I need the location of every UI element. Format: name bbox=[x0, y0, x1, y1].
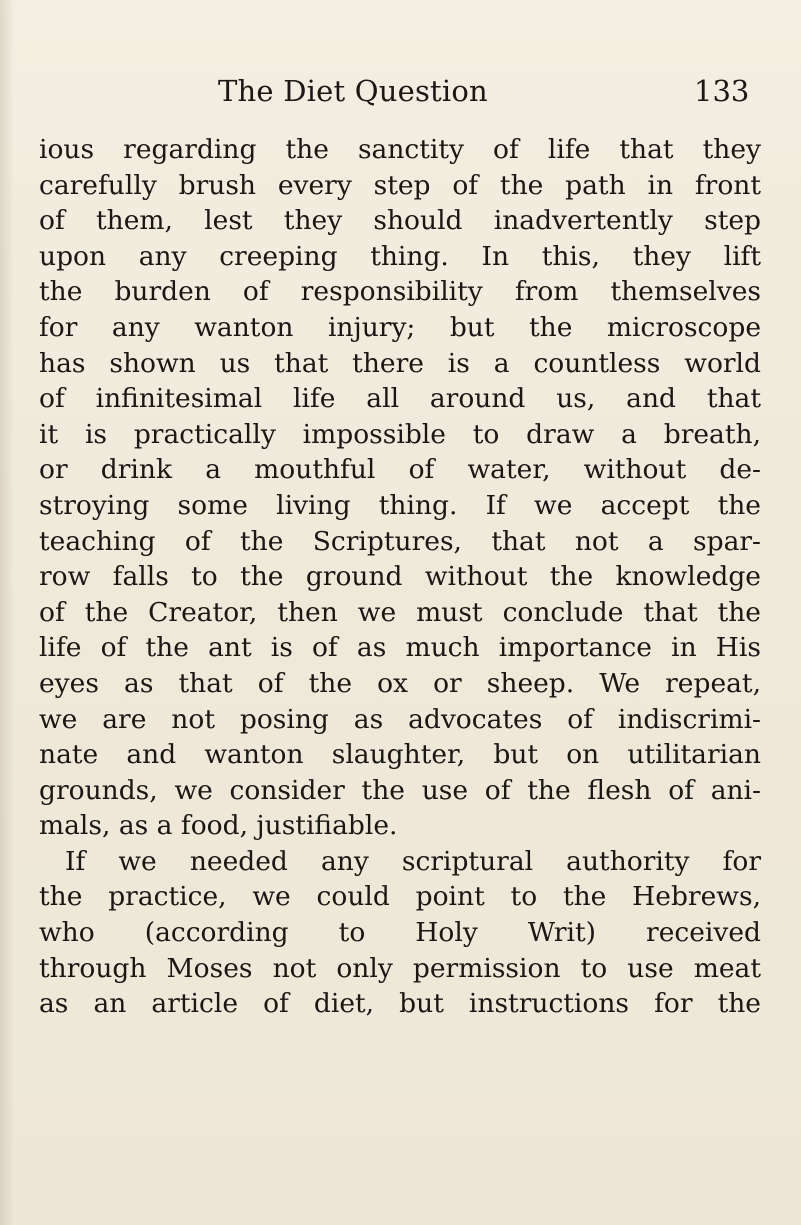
text-line: as an article of diet, but instructions for the bbox=[39, 988, 761, 1020]
text-line: or drink a mouthful of water, without de- bbox=[39, 454, 761, 486]
running-head bbox=[0, 74, 801, 114]
text-line: of them, lest they should inadvertently step bbox=[39, 205, 761, 237]
text-line: carefully brush every step of the path in front bbox=[39, 169, 761, 201]
spine-shadow bbox=[0, 0, 14, 1225]
text-line: ious regarding the sanctity of life that they bbox=[39, 134, 761, 165]
text-line: upon any creeping thing. In this, they lift bbox=[39, 240, 761, 272]
text-line: row falls to the ground without the knowledge bbox=[39, 561, 761, 593]
text-line: stroying some living thing. If we accept the bbox=[39, 489, 761, 521]
body-text bbox=[39, 132, 761, 1022]
text-line: who (according to Holy Writ) received bbox=[39, 917, 761, 949]
text-line: life of the ant is of as much importance in His bbox=[39, 632, 761, 664]
text-line: the burden of responsibility from themselves bbox=[39, 276, 761, 308]
text-line: of infinitesimal life all around us, and that bbox=[39, 383, 761, 415]
running-head-title: The Diet Question bbox=[218, 74, 488, 108]
text-line: eyes as that of the ox or sheep. We repeat, bbox=[39, 667, 761, 699]
text-line: for any wanton injury; but the microscope bbox=[39, 311, 761, 343]
text-line: we are not posing as advocates of indiscrimi- bbox=[39, 703, 761, 735]
text-line: of the Creator, then we must conclude that the bbox=[39, 596, 761, 628]
text-line: teaching of the Scriptures, that not a spar- bbox=[39, 525, 761, 557]
text-line: grounds, we consider the use of the flesh of ani- bbox=[39, 774, 761, 806]
text-line: has shown us that there is a countless world bbox=[39, 347, 761, 379]
text-line: nate and wanton slaughter, but on utilitarian bbox=[39, 739, 761, 771]
page-number: 133 bbox=[694, 74, 750, 108]
text-line: it is practically impossible to draw a breath, bbox=[39, 418, 761, 450]
text-line-paragraph-end: mals, as a food, justifiable. bbox=[39, 810, 398, 842]
text-line: through Moses not only permission to use meat bbox=[39, 952, 761, 984]
text-line-paragraph-start: If we needed any scriptural authority for bbox=[65, 845, 761, 877]
text-line: the practice, we could point to the Hebrews, bbox=[39, 881, 761, 913]
